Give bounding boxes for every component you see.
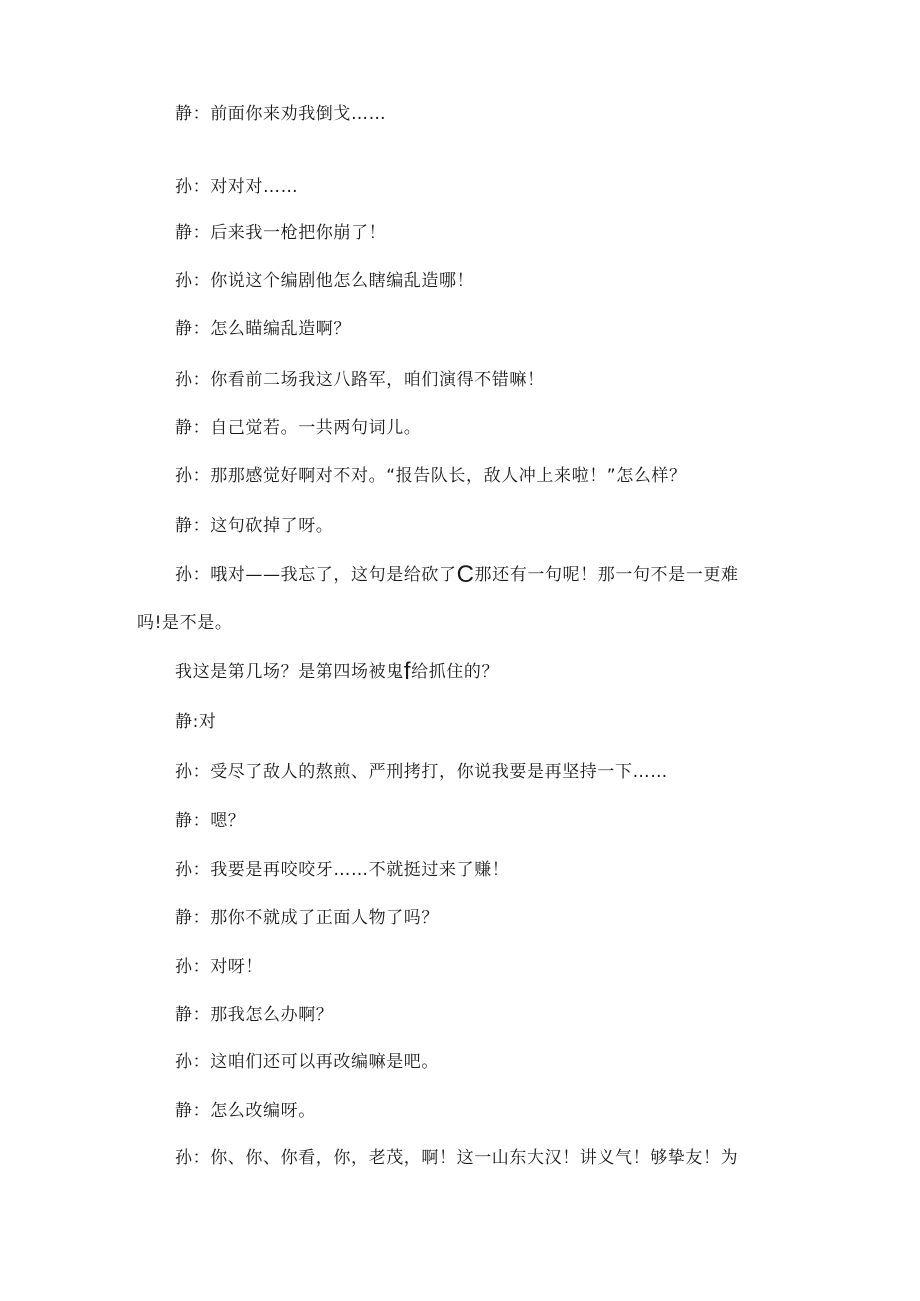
ocr-glyph-c: C — [456, 561, 475, 588]
dialogue-line: 孙：受尽了敌人的熬煎、严刑拷打，你说我要是再坚持一下…… — [175, 762, 668, 782]
dialogue-line: 孙：这咱们还可以再改编嘛是吧。 — [175, 1052, 439, 1072]
dialogue-line: 孙：你说这个编剧他怎么瞎编乱造哪！ — [175, 271, 475, 291]
dialogue-line — [175, 561, 739, 588]
dialogue-segment: 孙：哦对——我忘了，这句是给砍了 — [175, 565, 457, 585]
dialogue-line: 孙：我要是再咬咬牙……不就挺过来了赚！ — [175, 860, 510, 880]
dialogue-line: 孙：你看前二场我这八路军，咱们演得不错嘛！ — [175, 370, 545, 390]
dialogue-line: 静：嗯？ — [175, 811, 246, 831]
dialogue-line: 静：那你不就成了正面人物了吗？ — [175, 908, 439, 928]
dialogue-line: 静：这句砍掉了呀。 — [175, 516, 334, 536]
dialogue-segment: 给抓住的？ — [411, 662, 500, 682]
dialogue-segment: 那还有一句呢！那一句不是一更难 — [474, 565, 739, 585]
dialogue-line: 孙：对呀！ — [175, 957, 263, 977]
ocr-glyph-f: f — [403, 658, 412, 685]
dialogue-line: 静：那我怎么办啊？ — [175, 1005, 334, 1025]
dialogue-line: 孙：那那感觉好啊对不对。“报告队长，敌人冲上来啦！”怎么样？ — [175, 466, 687, 486]
dialogue-line: 静：自己觉若。一共两句词儿。 — [175, 418, 422, 438]
dialogue-line: 静:对 — [175, 712, 217, 732]
dialogue-line: 孙：对对对…… — [175, 177, 299, 197]
dialogue-line: 静：怎么改编呀。 — [175, 1101, 316, 1121]
dialogue-line — [175, 658, 500, 685]
dialogue-line: 静：怎么瞄编乱造啊？ — [175, 319, 351, 339]
dialogue-segment: 我这是第几场？是第四场被鬼 — [175, 662, 404, 682]
dialogue-line: 孙：你、你、你看，你，老茂，啊！这一山东大汉！讲义气！够挚友！为 — [175, 1148, 739, 1168]
dialogue-line: 静：后来我一枪把你崩了！ — [175, 223, 387, 243]
dialogue-line: 静：前面你来劝我倒戈…… — [175, 104, 387, 124]
dialogue-line-continuation: 吗!是不是。 — [137, 613, 233, 633]
